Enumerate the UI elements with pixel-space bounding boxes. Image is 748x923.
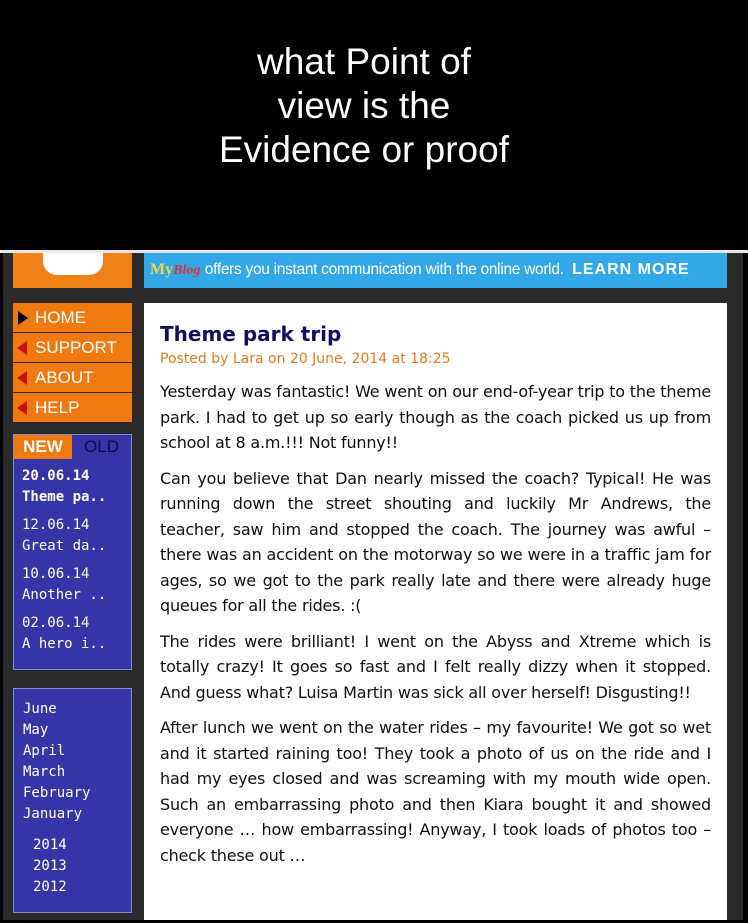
arrow-left-icon <box>17 341 27 355</box>
archive-panel <box>13 688 132 913</box>
nav-support-label: SUPPORT <box>35 338 117 357</box>
post-date: 20.06.14 <box>22 468 90 484</box>
caption-overlay <box>0 0 748 252</box>
post-title: Theme pa.. <box>22 489 107 505</box>
archive-month-link[interactable]: May <box>23 722 49 738</box>
post-link[interactable] <box>14 466 131 508</box>
archive-month-link[interactable]: March <box>23 764 66 780</box>
nav-home-label: HOME <box>35 308 86 327</box>
post-link[interactable] <box>14 564 131 606</box>
post-date: 12.06.14 <box>22 517 90 533</box>
post-heading: Theme park trip <box>160 322 342 346</box>
nav-help-label: HELP <box>35 398 80 417</box>
blog-post <box>144 303 727 920</box>
post-title: Another .. <box>22 587 107 603</box>
archive-month-link[interactable]: June <box>23 701 57 717</box>
brand-blog: Blog <box>173 263 201 278</box>
post-paragraph: Yesterday was fantastic! We went on our end-of-year trip to the theme park. I had to get up so early though as the coach picked us up from school at 8 a.m.!!! Not funny!! <box>160 382 711 452</box>
post-paragraph: Can you believe that Dan nearly missed the coach? Typical! He was running down the street shouting and luckily Mr Andrews, the teacher, saw him and stopped the coach. The journey was awful – there was an accident on the motorway so we were in a traffic jam for ages, so we got to the park really late and there were already huge queues for all the rides. :( <box>160 468 711 615</box>
nav-home[interactable] <box>13 303 132 332</box>
site-logo[interactable] <box>13 253 132 288</box>
caption-line-3: Evidence or proof <box>218 129 509 170</box>
main-nav <box>13 303 132 423</box>
archive-month-link[interactable]: April <box>23 743 66 759</box>
post-meta: Posted by Lara on 20 June, 2014 at 18:25 <box>160 351 451 367</box>
logo-shape-icon <box>43 253 103 275</box>
banner-message: offers you instant communication with the online world. <box>204 261 564 278</box>
post-paragraph: After lunch we went on the water rides – my favourite! We got so wet and it started raining too! They took a photo of us on the ride and I had my eyes closed and was screaming with my mouth wide open. Such an embarrassing photo and then Kiara bought it and showed everyone … how embarrassing! Anyway, I took loads of photos too – check these out … <box>160 718 711 865</box>
post-date: 02.06.14 <box>22 615 90 631</box>
archive-year-link[interactable]: 2012 <box>33 879 67 895</box>
nav-about-label: ABOUT <box>35 368 94 387</box>
archive-year-link[interactable]: 2014 <box>33 837 67 853</box>
post-title: Great da.. <box>22 538 107 554</box>
archive-month-link[interactable]: January <box>23 806 83 822</box>
recent-posts-panel <box>13 434 132 670</box>
myblog-brand <box>150 261 200 278</box>
post-link[interactable] <box>14 515 131 557</box>
post-paragraph: The rides were brilliant! I went on the Abyss and Xtreme which is totally crazy! It goes so fast and I felt really dizzy when it stopped. And guess what? Luisa Martin was sick all over herself! Disgusting!! <box>160 631 711 702</box>
caption-line-2: view is the <box>277 85 451 126</box>
learn-more-link[interactable]: LEARN MORE <box>572 261 690 278</box>
archive-year-link[interactable]: 2013 <box>33 858 67 874</box>
nav-support[interactable] <box>13 333 132 362</box>
post-link[interactable] <box>14 613 131 655</box>
tab-old[interactable]: OLD <box>72 435 131 459</box>
nav-about[interactable] <box>13 363 132 392</box>
nav-help[interactable] <box>13 393 132 422</box>
caption-line-1: what Point of <box>257 41 471 82</box>
arrow-left-icon <box>17 371 27 385</box>
post-date: 10.06.14 <box>22 566 90 582</box>
brand-my: My <box>150 261 174 278</box>
blog-page <box>3 253 743 920</box>
archive-years <box>14 835 131 898</box>
arrow-right-icon <box>18 311 28 325</box>
promo-banner <box>144 253 727 288</box>
post-tabs <box>14 435 131 459</box>
archive-month-link[interactable]: February <box>23 785 91 801</box>
tab-new[interactable]: NEW <box>14 435 72 459</box>
post-title: A hero i.. <box>22 636 107 652</box>
arrow-left-icon <box>17 401 27 415</box>
